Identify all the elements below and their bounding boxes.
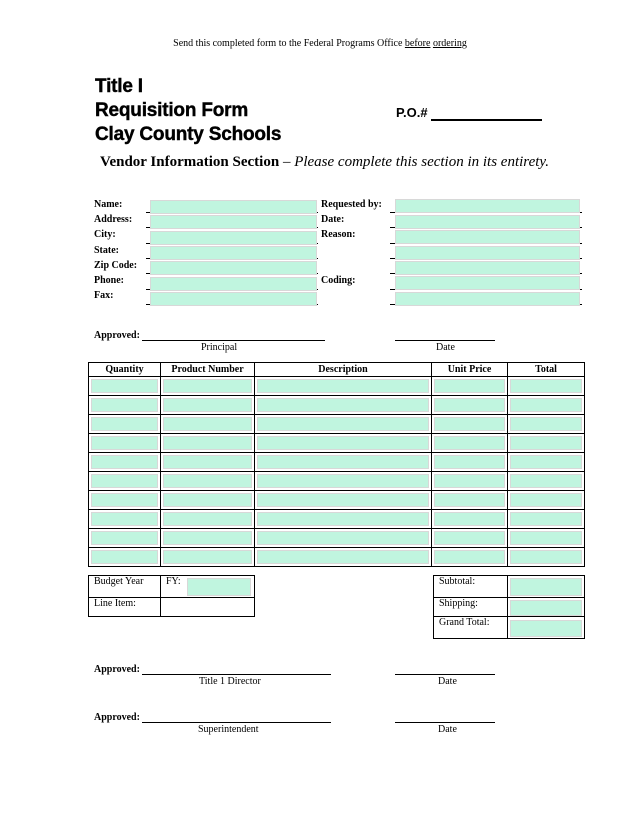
requested-by-label: Requested by: [321,199,382,210]
director-date-caption: Date [438,676,457,687]
budget-box [88,575,255,617]
form-title-line3: Clay County Schools [95,124,282,145]
total-cell [508,548,585,567]
item-row [89,396,585,415]
description-cell [255,472,432,491]
description-cell [255,453,432,472]
description-cell [255,396,432,415]
unit-price-input[interactable] [434,550,505,564]
item-row [89,434,585,453]
form-title-line2: Requisition Form [95,100,249,121]
quantity-input[interactable] [91,417,158,431]
unit-price-header: Unit Price [432,363,508,377]
coding-label: Coding: [321,275,356,286]
description-cell [255,548,432,567]
principal-date-line[interactable] [395,340,495,341]
product-number-header: Product Number [161,363,255,377]
item-row [89,453,585,472]
product-number-input[interactable] [163,436,252,450]
line-item-input[interactable] [161,598,255,617]
product-number-cell [161,472,255,491]
total-input[interactable] [510,398,582,412]
description-input[interactable] [257,512,429,526]
coding-input-1[interactable] [395,276,580,290]
unit-price-input[interactable] [434,455,505,469]
quantity-header: Quantity [89,363,161,377]
description-input[interactable] [257,493,429,507]
item-row [89,510,585,529]
product-number-cell [161,529,255,548]
total-cell [508,510,585,529]
reason-input-1[interactable] [395,230,580,244]
unit-price-cell [432,510,508,529]
items-table [88,362,585,567]
state-label: State: [94,245,119,256]
quantity-cell [89,472,161,491]
total-cell [508,491,585,510]
description-input[interactable] [257,379,429,393]
product-number-input[interactable] [163,531,252,545]
product-number-cell [161,453,255,472]
product-number-input[interactable] [163,398,252,412]
quantity-cell [89,434,161,453]
quantity-cell [89,491,161,510]
product-number-cell [161,396,255,415]
product-number-input[interactable] [163,455,252,469]
principal-approved-label: Approved: [94,330,140,341]
total-header: Total [508,363,585,377]
address-input[interactable] [150,215,317,229]
totals-box [433,575,585,639]
description-input[interactable] [257,455,429,469]
item-row [89,377,585,396]
unit-price-input[interactable] [434,531,505,545]
unit-price-cell [432,472,508,491]
fax-label: Fax: [94,290,114,301]
superintendent-date-caption: Date [438,724,457,735]
principal-signature-line[interactable] [142,340,325,341]
description-input[interactable] [257,436,429,450]
product-number-input[interactable] [163,379,252,393]
description-input[interactable] [257,398,429,412]
unit-price-input[interactable] [434,417,505,431]
product-number-input[interactable] [163,493,252,507]
item-row [89,548,585,567]
product-number-input[interactable] [163,474,252,488]
quantity-cell [89,529,161,548]
total-cell [508,377,585,396]
item-row [89,472,585,491]
total-input[interactable] [510,550,582,564]
fy-cell [161,576,255,598]
name-input[interactable] [150,200,317,214]
zip-code-label: Zip Code: [94,260,138,271]
product-number-cell [161,510,255,529]
superintendent-signature-line[interactable] [142,722,331,723]
product-number-cell [161,434,255,453]
description-cell [255,491,432,510]
unit-price-cell [432,377,508,396]
city-input[interactable] [150,231,317,245]
po-number-field[interactable] [431,119,542,121]
superintendent-caption: Superintendent [198,724,259,735]
quantity-input[interactable] [91,455,158,469]
director-caption: Title 1 Director [199,676,261,687]
unit-price-input[interactable] [434,379,505,393]
product-number-cell [161,491,255,510]
director-approved-label: Approved: [94,664,140,675]
fax-input[interactable] [150,292,317,306]
item-row [89,491,585,510]
total-cell [508,472,585,491]
unit-price-input[interactable] [434,493,505,507]
superintendent-date-line[interactable] [395,722,495,723]
product-number-input[interactable] [163,550,252,564]
product-number-cell [161,415,255,434]
unit-price-input[interactable] [434,474,505,488]
description-cell [255,529,432,548]
line-item-label: Line Item: [89,598,161,617]
total-cell [508,529,585,548]
date-label: Date: [321,214,345,225]
total-input[interactable] [510,531,582,545]
unit-price-cell [432,548,508,567]
description-cell [255,510,432,529]
quantity-input[interactable] [91,550,158,564]
principal-date-caption: Date [436,342,455,353]
total-cell [508,415,585,434]
description-cell [255,434,432,453]
phone-label: Phone: [94,275,124,286]
address-label: Address: [94,214,133,225]
quantity-cell [89,548,161,567]
unit-price-cell [432,415,508,434]
item-row [89,415,585,434]
product-number-cell [161,548,255,567]
shipping-label: Shipping: [434,598,508,617]
total-cell [508,434,585,453]
quantity-cell [89,377,161,396]
total-input[interactable] [510,417,582,431]
unit-price-cell [432,491,508,510]
quantity-input[interactable] [91,474,158,488]
quantity-cell [89,510,161,529]
coding-input-2[interactable] [395,292,580,306]
description-input[interactable] [257,550,429,564]
fy-input[interactable] [187,578,251,596]
description-input[interactable] [257,531,429,545]
budget-year-label: Budget Year [89,576,161,598]
vendor-section-heading: Vendor Information Section – Please complete this section in its entirety. [100,154,549,170]
total-input[interactable] [510,436,582,450]
unit-price-cell [432,453,508,472]
total-input[interactable] [510,474,582,488]
total-input[interactable] [510,455,582,469]
po-number-label: P.O.# [396,105,428,120]
total-cell [508,453,585,472]
grand-total-input[interactable] [510,620,582,637]
total-input[interactable] [510,512,582,526]
principal-caption: Principal [201,342,238,353]
quantity-input[interactable] [91,379,158,393]
unit-price-input[interactable] [434,398,505,412]
superintendent-approved-label: Approved: [94,712,140,723]
quantity-input[interactable] [91,398,158,412]
reason-label: Reason: [321,229,356,240]
description-cell [255,377,432,396]
reason-input-2[interactable] [395,246,580,260]
instruction-note: Send this completed form to the Federal Programs Office before ordering [173,38,467,49]
product-number-input[interactable] [163,417,252,431]
shipping-input[interactable] [510,600,582,616]
director-date-line[interactable] [395,674,495,675]
form-title-line1: Title I [95,76,143,97]
subtotal-label: Subtotal: [434,576,508,598]
description-input[interactable] [257,474,429,488]
requested-by-input[interactable] [395,199,580,213]
director-signature-line[interactable] [142,674,331,675]
date-input[interactable] [395,215,580,229]
quantity-cell [89,453,161,472]
item-row [89,529,585,548]
subtotal-input[interactable] [510,578,582,596]
name-label: Name: [94,199,123,210]
description-input[interactable] [257,417,429,431]
unit-price-cell [432,529,508,548]
phone-input[interactable] [150,277,317,291]
unit-price-input[interactable] [434,512,505,526]
product-number-input[interactable] [163,512,252,526]
city-label: City: [94,229,116,240]
description-header: Description [255,363,432,377]
reason-input-3[interactable] [395,261,580,275]
grand-total-label: Grand Total: [434,617,508,639]
unit-price-cell [432,434,508,453]
quantity-input[interactable] [91,512,158,526]
quantity-cell [89,415,161,434]
product-number-cell [161,377,255,396]
description-cell [255,415,432,434]
fy-label: FY: [166,576,181,587]
total-input[interactable] [510,493,582,507]
quantity-cell [89,396,161,415]
items-table-header [89,363,585,377]
unit-price-cell [432,396,508,415]
quantity-input[interactable] [91,436,158,450]
quantity-input[interactable] [91,531,158,545]
quantity-input[interactable] [91,493,158,507]
total-cell [508,396,585,415]
zip-code-input[interactable] [150,261,317,275]
total-input[interactable] [510,379,582,393]
state-input[interactable] [150,246,317,260]
unit-price-input[interactable] [434,436,505,450]
